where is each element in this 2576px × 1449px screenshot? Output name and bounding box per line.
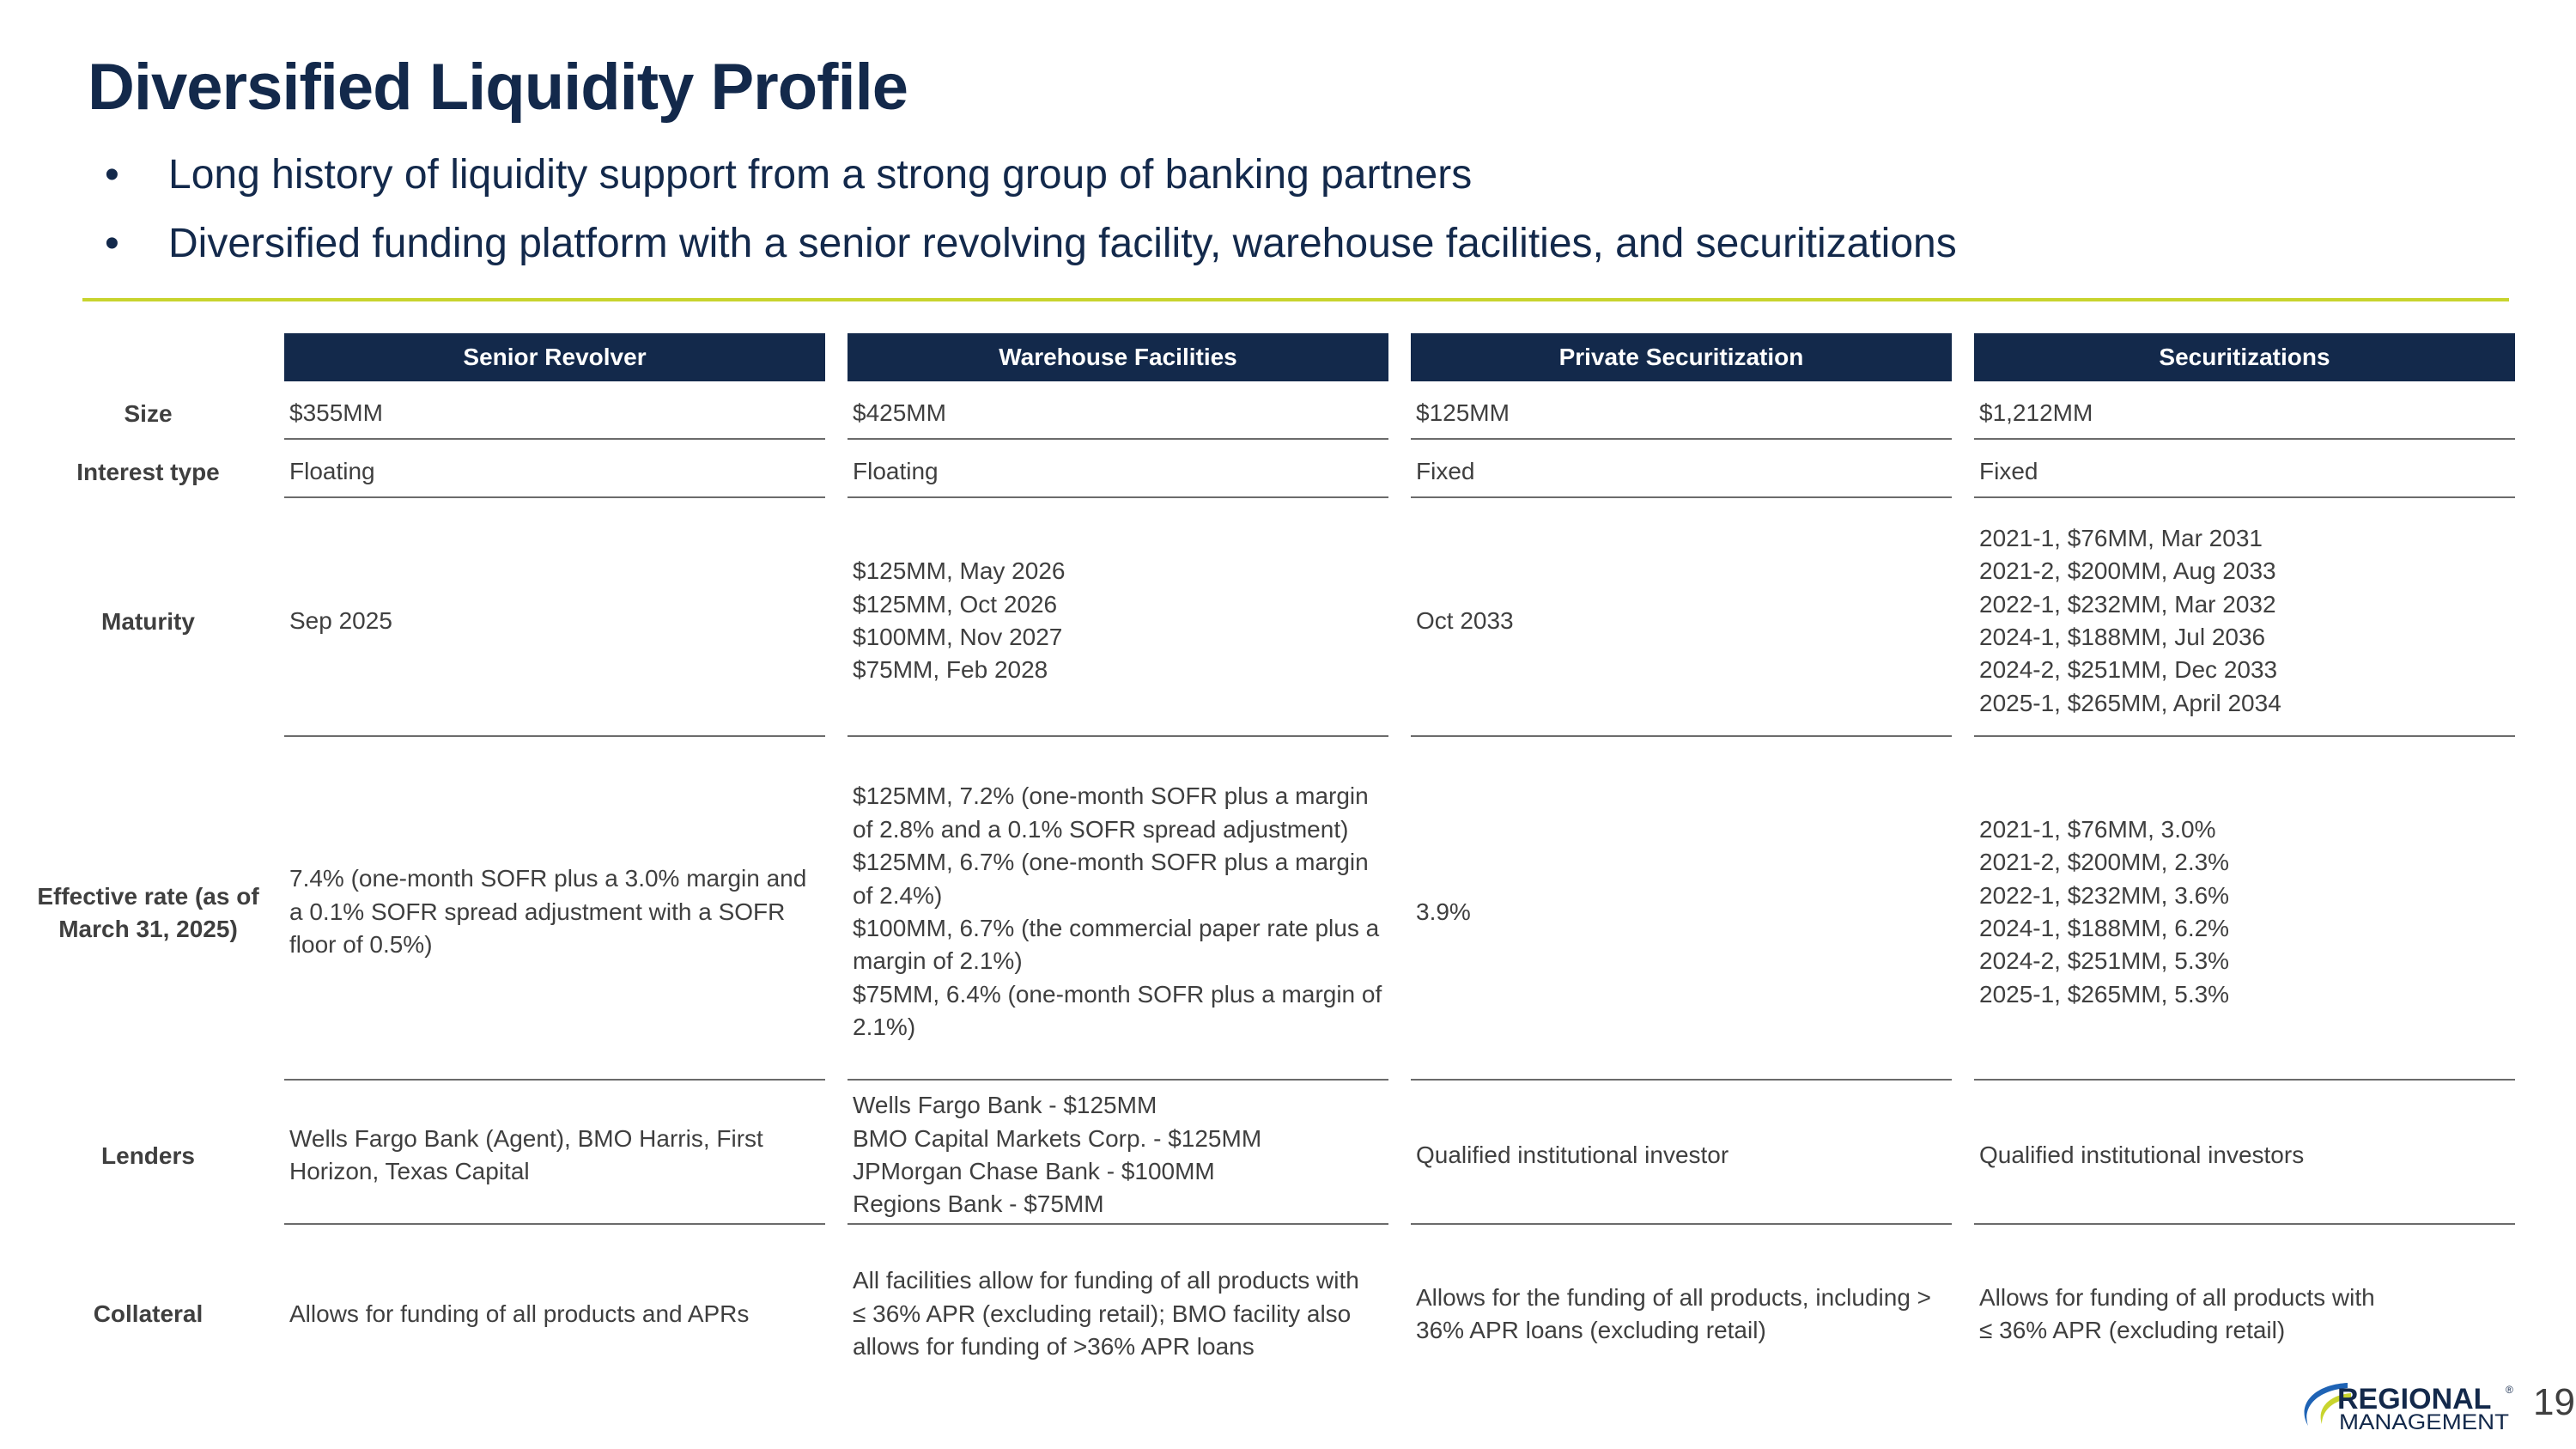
table-cell: $1,212MM (1974, 388, 2515, 440)
column-header: Warehouse Facilities (848, 333, 1388, 381)
table-cell: $355MM (284, 388, 825, 440)
table-cell: $125MM (1411, 388, 1952, 440)
table-cell: 2021-1, $76MM, 3.0% 2021-2, $200MM, 2.3% 2022-1, $232MM, 3.6% 2024-1, $188MM, 6.2% 2024-2, $251MM, 5.3% 2025-1, $265MM, 5.3% (1974, 746, 2515, 1081)
bullet-item (105, 144, 1957, 213)
logo-text-bottom: MANAGEMENT (2339, 1410, 2509, 1431)
column-header: Private Securitization (1411, 333, 1952, 381)
bullet-text: Diversified funding platform with a senior revolving facility, warehouse facilities, and securitizations (168, 221, 1957, 266)
table-cell: Fixed (1974, 447, 2515, 498)
page-number: 19 (2533, 1381, 2575, 1423)
bullet-list (105, 144, 1957, 282)
table-cell: Floating (284, 447, 825, 498)
table-cell: $425MM (848, 388, 1388, 440)
logo-text-top: REGIONAL (2337, 1383, 2492, 1416)
table-cell: 2021-1, $76MM, Mar 2031 2021-2, $200MM, Aug 2033 2022-1, $232MM, Mar 2032 2024-1, $188MM, Jul 2036 2024-2, $251MM, Dec 2033 2025-1, $265MM, April 2034 (1974, 507, 2515, 737)
table-cell: Fixed (1411, 447, 1952, 498)
table-cell: 7.4% (one-month SOFR plus a 3.0% margin and a 0.1% SOFR spread adjustment with a SOFR floor of 0.5%) (284, 746, 825, 1081)
table-cell: Qualified institutional investors (1974, 1087, 2515, 1225)
table-cell: Sep 2025 (284, 507, 825, 737)
table-cell: 3.9% (1411, 746, 1952, 1081)
table-cell: Qualified institutional investor (1411, 1087, 1952, 1225)
logo-registered-mark: ® (2506, 1384, 2513, 1396)
table-cell: Allows for funding of all products with ≤ 36% APR (excluding retail) (1979, 1283, 2375, 1343)
row-label: Effective rate (as of March 31, 2025) (37, 883, 259, 942)
table-cell: Allows for the funding of all products, including > 36% APR loans (excluding retail) (1416, 1283, 1932, 1343)
bullet-text: Long history of liquidity support from a strong group of banking partners (168, 152, 1473, 198)
table-cell: Wells Fargo Bank (Agent), BMO Harris, First Horizon, Texas Capital (284, 1087, 825, 1225)
table-cell: $125MM, 7.2% (one-month SOFR plus a margin of 2.8% and a 0.1% SOFR spread adjustment) $125MM, 6.7% (one-month SOFR plus a margin of 2.4%) $100MM, 6.7% (the commercial paper rate plus a margin of 2.1%) $75MM, 6.4% (one-month SOFR plus a margin of 2.1%) (848, 746, 1388, 1081)
row-label: Collateral (93, 1300, 204, 1327)
row-label: Lenders (101, 1142, 195, 1169)
table-cell: Floating (848, 447, 1388, 498)
column-header: Securitizations (1974, 333, 2515, 381)
row-label: Interest type (76, 459, 220, 485)
table-cell: Oct 2033 (1411, 507, 1952, 737)
bullet-dot: • (105, 152, 119, 198)
column-header: Senior Revolver (284, 333, 825, 381)
divider-rule (82, 298, 2509, 301)
page-title: Diversified Liquidity Profile (88, 51, 908, 124)
bullet-dot: • (105, 221, 119, 266)
table-cell: $125MM, May 2026 $125MM, Oct 2026 $100MM, Nov 2027 $75MM, Feb 2028 (848, 507, 1388, 737)
regional-management-logo (2294, 1379, 2526, 1431)
table-cell: Wells Fargo Bank - $125MM BMO Capital Markets Corp. - $125MM JPMorgan Chase Bank - $100MM Regions Bank - $75MM (848, 1087, 1388, 1225)
row-label: Maturity (101, 608, 195, 635)
bullet-item (105, 213, 1957, 282)
table-cell: Allows for funding of all products and APRs (289, 1300, 750, 1327)
table-cell: All facilities allow for funding of all products with ≤ 36% APR (excluding retail); BMO facility also allows for funding of >36% APR loans (853, 1267, 1359, 1361)
row-label: Size (124, 400, 173, 427)
